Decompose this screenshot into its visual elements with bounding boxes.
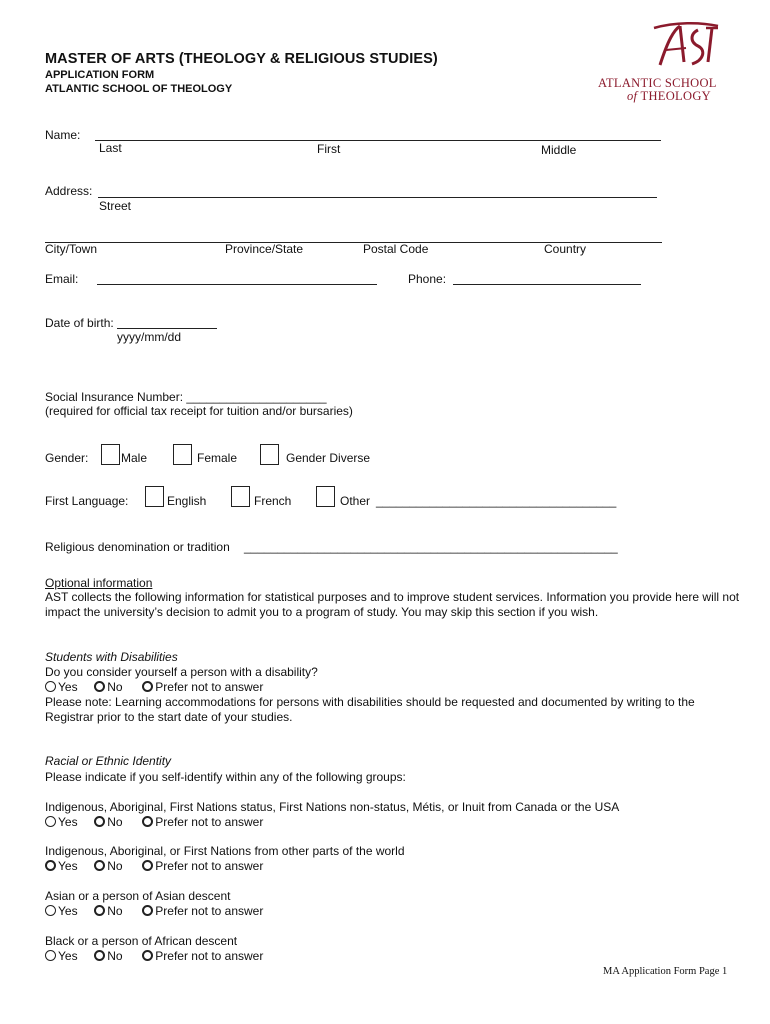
name-middle-caption: Middle: [541, 143, 577, 157]
page-footer: MA Application Form Page 1: [603, 966, 728, 977]
yes-label: Yes: [58, 815, 78, 829]
q3-no-radio[interactable]: [94, 905, 105, 916]
yes-label: Yes: [58, 949, 78, 963]
disabilities-question: Do you consider yourself a person with a disability?: [45, 665, 318, 679]
name-last-caption: Last: [99, 141, 122, 155]
q1-no-radio[interactable]: [94, 816, 105, 827]
logo-swoosh-icon: [640, 20, 720, 75]
disability-prefer-radio[interactable]: [142, 681, 153, 692]
q4-yes-radio[interactable]: [45, 950, 56, 961]
identity-q4-options: [45, 949, 263, 963]
language-english-label: English: [167, 494, 207, 508]
school-name: ATLANTIC SCHOOL OF THEOLOGY: [45, 83, 233, 95]
dob-field[interactable]: [117, 328, 217, 329]
gender-diverse-checkbox[interactable]: [260, 444, 279, 465]
form-subtitle: APPLICATION FORM: [45, 69, 155, 81]
sin-note: (required for official tax receipt for tuition and/or bursaries): [45, 404, 353, 418]
email-label: Email:: [45, 272, 79, 286]
phone-field[interactable]: [453, 284, 641, 285]
q4-no-radio[interactable]: [94, 950, 105, 961]
email-field[interactable]: [97, 284, 377, 285]
city-caption: City/Town: [45, 242, 98, 256]
q2-yes-radio[interactable]: [45, 860, 56, 871]
yes-label: Yes: [58, 680, 78, 694]
identity-q2: Indigenous, Aboriginal, or First Nations from other parts of the world: [45, 844, 405, 858]
q2-prefer-radio[interactable]: [142, 860, 153, 871]
identity-q4: Black or a person of African descent: [45, 934, 238, 948]
prefer-label: Prefer not to answer: [155, 904, 264, 918]
identity-q1-options: [45, 815, 263, 829]
dob-label: Date of birth:: [45, 316, 114, 330]
prefer-label: Prefer not to answer: [155, 815, 264, 829]
identity-q2-options: [45, 859, 263, 873]
sin-label: Social Insurance Number: _____________________: [45, 390, 327, 404]
language-other-checkbox[interactable]: [316, 486, 335, 507]
disabilities-options: [45, 680, 263, 694]
yes-label: Yes: [58, 859, 78, 873]
street-field[interactable]: [98, 197, 657, 198]
street-caption: Street: [99, 199, 132, 213]
q2-no-radio[interactable]: [94, 860, 105, 871]
q1-prefer-radio[interactable]: [142, 816, 153, 827]
language-other-field[interactable]: ____________________________________: [376, 494, 617, 508]
no-label: No: [107, 680, 123, 694]
name-field[interactable]: [95, 140, 661, 141]
dob-format-caption: yyyy/mm/dd: [117, 330, 182, 344]
religion-label: Religious denomination or tradition: [45, 540, 230, 554]
disability-no-radio[interactable]: [94, 681, 105, 692]
identity-q3-options: [45, 904, 263, 918]
address-label: Address:: [45, 184, 93, 198]
language-other-label: Other: [340, 494, 371, 508]
q3-yes-radio[interactable]: [45, 905, 56, 916]
country-caption: Country: [544, 242, 587, 256]
no-label: No: [107, 859, 123, 873]
prefer-label: Prefer not to answer: [155, 859, 264, 873]
q3-prefer-radio[interactable]: [142, 905, 153, 916]
disability-yes-radio[interactable]: [45, 681, 56, 692]
identity-q1: Indigenous, Aboriginal, First Nations status, First Nations non-status, Métis, or Inuit from Canada or the USA: [45, 800, 620, 814]
disabilities-heading: Students with Disabilities: [45, 650, 178, 664]
prefer-label: Prefer not to answer: [155, 949, 264, 963]
q4-prefer-radio[interactable]: [142, 950, 153, 961]
yes-label: Yes: [58, 904, 78, 918]
identity-heading: Racial or Ethnic Identity: [45, 754, 172, 768]
optional-text: AST collects the following information for statistical purposes and to improve student services. Information you provide here will not impact the university’s decision to admit you to a program of study. You may skip this section if you wish.: [45, 590, 740, 619]
optional-heading: Optional information: [45, 576, 153, 590]
gender-female-label: Female: [197, 451, 238, 465]
logo-text-line2: of THEOLOGY: [627, 89, 711, 103]
name-first-caption: First: [317, 142, 341, 156]
identity-q3: Asian or a person of Asian descent: [45, 889, 231, 903]
gender-diverse-label: Gender Diverse: [286, 451, 371, 465]
religion-field[interactable]: ________________________________________________________: [244, 540, 618, 554]
language-french-checkbox[interactable]: [231, 486, 250, 507]
language-french-label: French: [254, 494, 292, 508]
language-english-checkbox[interactable]: [145, 486, 164, 507]
identity-intro: Please indicate if you self-identify within any of the following groups:: [45, 770, 406, 784]
logo-text-line1: ATLANTIC SCHOOL: [598, 76, 717, 90]
phone-label: Phone:: [408, 272, 447, 286]
q1-yes-radio[interactable]: [45, 816, 56, 827]
gender-female-checkbox[interactable]: [173, 444, 192, 465]
gender-label: Gender:: [45, 451, 89, 465]
no-label: No: [107, 904, 123, 918]
prefer-label: Prefer not to answer: [155, 680, 264, 694]
form-title: MASTER OF ARTS (THEOLOGY & RELIGIOUS STUDIES): [45, 51, 438, 67]
name-label: Name:: [45, 128, 81, 142]
gender-male-checkbox[interactable]: [101, 444, 120, 465]
no-label: No: [107, 815, 123, 829]
disabilities-note: Please note: Learning accommodations for persons with disabilities should be requested and documented by writing to the Registrar prior to the start date of your studies.: [45, 695, 695, 724]
language-label: First Language:: [45, 494, 129, 508]
gender-male-label: Male: [121, 451, 148, 465]
province-caption: Province/State: [225, 242, 304, 256]
no-label: No: [107, 949, 123, 963]
postal-caption: Postal Code: [363, 242, 429, 256]
